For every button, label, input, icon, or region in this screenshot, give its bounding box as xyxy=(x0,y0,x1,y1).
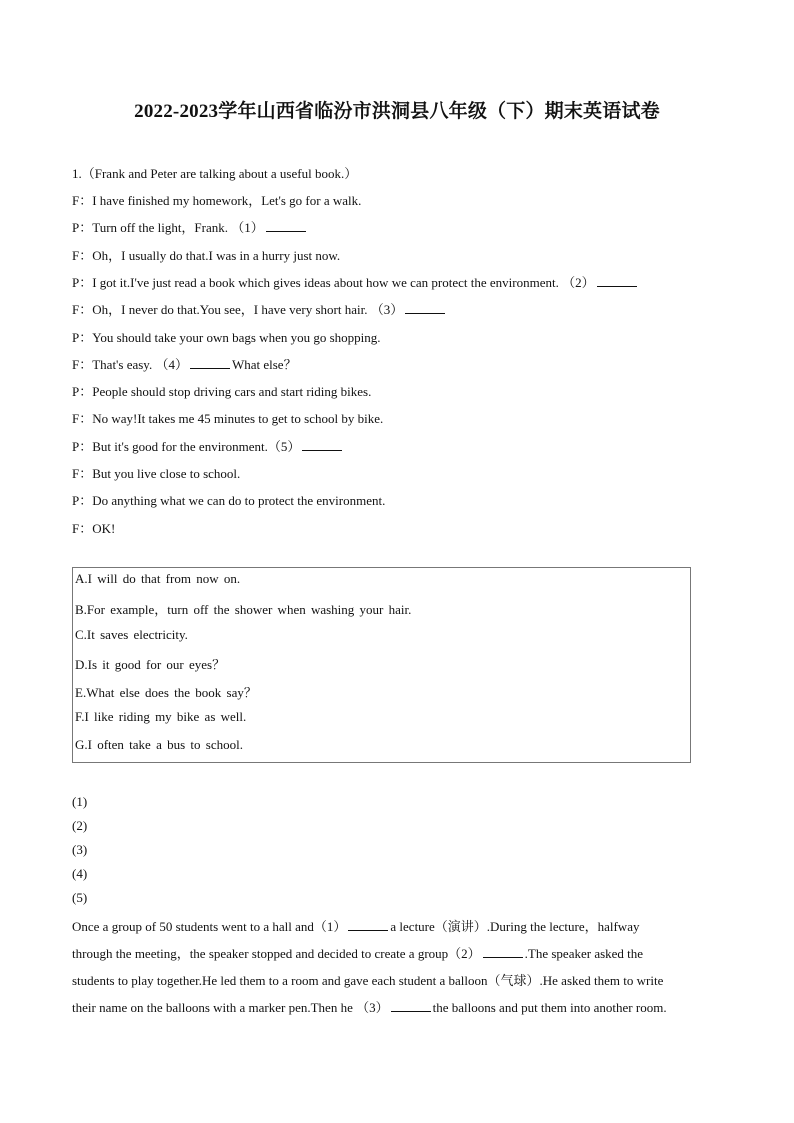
line-text: through the meeting，the speaker stopped and decided to create a group（2） xyxy=(72,946,481,961)
line-text: F：That's easy. （4） xyxy=(72,356,188,372)
line-text: P：You should take your own bags when you go shopping. xyxy=(72,329,381,345)
line-text: P：Do anything what we can do to protect the environment. xyxy=(72,493,386,509)
answer-blank[interactable] xyxy=(597,274,637,287)
dialogue-line xyxy=(72,436,344,455)
answer-blank[interactable] xyxy=(348,918,388,931)
line-text: F：I have finished my homework，Let's go for a walk. xyxy=(72,193,362,208)
line-text-after-blank: the balloons and put them into another room. xyxy=(432,1000,667,1015)
option-e: E.What else does the book say？ xyxy=(75,685,257,700)
option-d: D.Is it good for our eyes？ xyxy=(75,657,226,672)
line-text: P：People should stop driving cars and start riding bikes. xyxy=(72,384,372,400)
passage-line xyxy=(72,997,667,1016)
answer-label-3: (3) xyxy=(72,842,88,857)
dialogue-line xyxy=(72,518,115,537)
question-1-intro: 1.（Frank and Peter are talking about a useful book.） xyxy=(72,166,358,181)
options-box xyxy=(72,567,691,763)
option-g: G.I often take a bus to school. xyxy=(75,737,243,752)
line-text: P：Turn off the light，Frank. （1） xyxy=(72,220,264,236)
line-text: F：Oh，I usually do that.I was in a hurry just now. xyxy=(72,247,341,263)
line-text: F：No way!It takes me 45 minutes to get to school by bike. xyxy=(72,411,384,427)
answer-blank[interactable] xyxy=(302,438,342,451)
answer-blank[interactable] xyxy=(190,356,230,369)
dialogue-line xyxy=(72,490,385,509)
dialogue-line xyxy=(72,381,371,400)
dialogue-line xyxy=(72,272,639,291)
line-text: their name on the balloons with a marker pen.Then he （3） xyxy=(72,1000,389,1015)
line-text: students to play together.He led them to a room and gave each student a balloon（气球）.He asked them to write xyxy=(72,973,664,988)
answer-blank[interactable] xyxy=(483,945,523,958)
passage-line xyxy=(72,970,663,989)
answer-label-2: (2) xyxy=(72,818,88,833)
line-text: P：I got it.I've just read a book which gives ideas about how we can protect the environment. （2） xyxy=(72,274,595,290)
option-b: B.For example，turn off the shower when washing your hair. xyxy=(75,602,412,617)
line-text-after-blank: .The speaker asked the xyxy=(524,946,644,961)
dialogue-line xyxy=(72,463,240,482)
dialogue-line xyxy=(72,190,361,209)
line-text-after-blank: What else？ xyxy=(231,356,297,372)
answer-label-1: (1) xyxy=(72,794,88,809)
answer-blank[interactable] xyxy=(266,219,306,232)
line-text: F：But you live close to school. xyxy=(72,466,241,481)
answer-blank[interactable] xyxy=(405,301,445,314)
answer-label-4: (4) xyxy=(72,866,88,881)
dialogue-line xyxy=(72,217,308,236)
dialogue-line xyxy=(72,327,381,346)
answer-blank[interactable] xyxy=(391,999,431,1012)
option-a: A.I will do that from now on. xyxy=(75,571,241,586)
dialogue-line xyxy=(72,408,383,427)
page-title: 2022-2023学年山西省临汾市洪洞县八年级（下）期末英语试卷 xyxy=(134,101,660,122)
line-text: P：But it's good for the environment.（5） xyxy=(72,438,301,454)
option-f: F.I like riding my bike as well. xyxy=(75,709,247,724)
line-text: Once a group of 50 students went to a hall and（1） xyxy=(72,919,347,934)
passage-line xyxy=(72,943,643,962)
line-text-after-blank: a lecture（演讲）.During the lecture，halfway xyxy=(390,919,640,934)
passage-line xyxy=(72,916,639,935)
line-text: F：Oh，I never do that.You see，I have very short hair. （3） xyxy=(72,302,404,318)
dialogue-line xyxy=(72,299,447,318)
line-text: F：OK! xyxy=(72,520,116,536)
dialogue-line xyxy=(72,354,297,373)
dialogue-line xyxy=(72,245,340,264)
option-c: C.It saves electricity. xyxy=(75,627,188,642)
answer-label-5: (5) xyxy=(72,890,88,905)
